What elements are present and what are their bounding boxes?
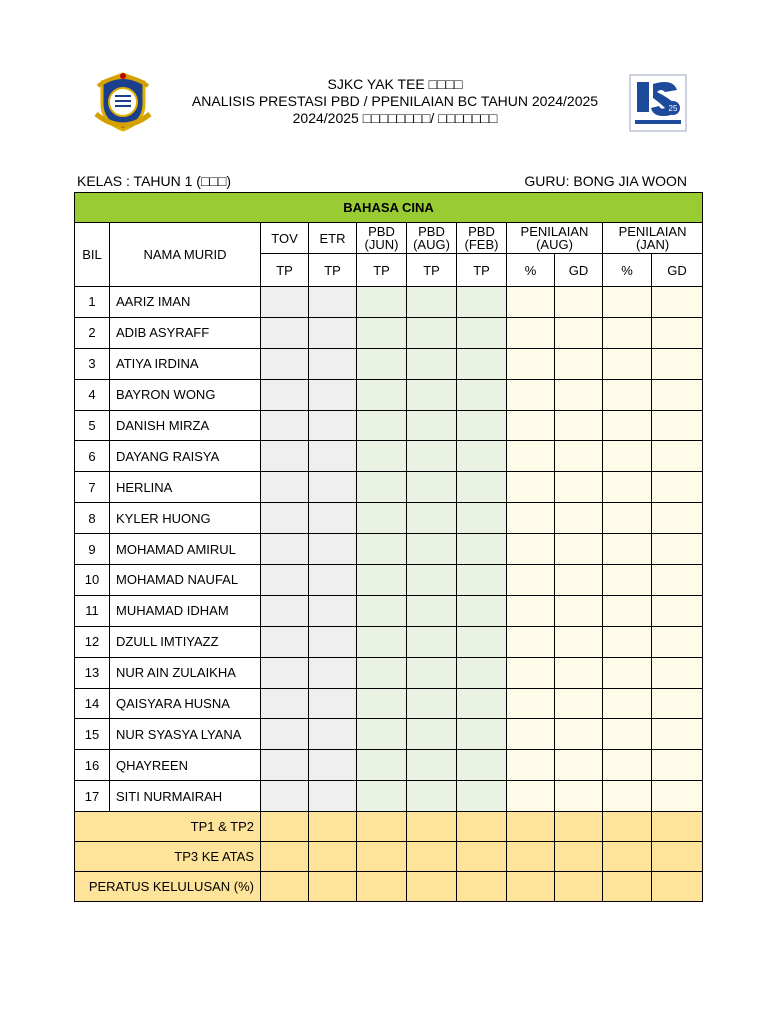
summary-cell[interactable] [555, 872, 603, 902]
student-name: QAISYARA HUSNA [110, 688, 261, 719]
summary-cell[interactable] [457, 872, 507, 902]
score-cell[interactable] [555, 534, 603, 565]
table-row [75, 534, 703, 565]
table-row [75, 317, 703, 348]
score-cell[interactable] [555, 595, 603, 626]
student-name: AARIZ IMAN [110, 287, 261, 318]
score-cell[interactable] [457, 287, 507, 318]
sub-tp: TP [457, 254, 507, 287]
score-cell[interactable] [555, 472, 603, 503]
score-cell[interactable] [555, 719, 603, 750]
class-label: KELAS : TAHUN 1 (□□□) [77, 173, 231, 189]
score-cell[interactable] [261, 688, 309, 719]
score-cell[interactable] [603, 503, 652, 534]
score-cell[interactable] [309, 317, 357, 348]
score-cell[interactable] [652, 503, 703, 534]
table-row [75, 595, 703, 626]
score-cell[interactable] [603, 534, 652, 565]
col-pbd-jun: PBD (JUN) [357, 223, 407, 254]
score-cell[interactable] [357, 348, 407, 379]
summary-row [75, 812, 703, 842]
score-cell[interactable] [407, 534, 457, 565]
score-cell[interactable] [261, 287, 309, 318]
score-cell[interactable] [555, 410, 603, 441]
summary-cell[interactable] [261, 872, 309, 902]
row-number: 10 [75, 565, 110, 596]
summary-row [75, 842, 703, 872]
score-cell[interactable] [309, 503, 357, 534]
score-cell[interactable] [407, 348, 457, 379]
score-cell[interactable] [603, 565, 652, 596]
score-cell[interactable] [309, 441, 357, 472]
report-title: ANALISIS PRESTASI PBD / PPENILAIAN BC TAHUN 2024/2025 [191, 93, 599, 109]
score-cell[interactable] [507, 472, 555, 503]
summary-cell[interactable] [309, 842, 357, 872]
score-cell[interactable] [507, 688, 555, 719]
summary-cell[interactable] [507, 842, 555, 872]
score-cell[interactable] [309, 379, 357, 410]
score-cell[interactable] [261, 317, 309, 348]
summary-cell[interactable] [261, 812, 309, 842]
summary-rows [75, 812, 703, 902]
student-name: HERLINA [110, 472, 261, 503]
row-number: 6 [75, 441, 110, 472]
score-cell[interactable] [652, 595, 703, 626]
score-cell[interactable] [309, 534, 357, 565]
score-cell[interactable] [652, 688, 703, 719]
score-cell[interactable] [457, 781, 507, 812]
student-name: QHAYREEN [110, 750, 261, 781]
score-cell[interactable] [652, 534, 703, 565]
score-cell[interactable] [603, 750, 652, 781]
table-row [75, 750, 703, 781]
score-cell[interactable] [555, 287, 603, 318]
score-cell[interactable] [507, 379, 555, 410]
table-row [75, 441, 703, 472]
score-cell[interactable] [507, 719, 555, 750]
student-rows [75, 287, 703, 812]
score-cell[interactable] [407, 595, 457, 626]
summary-cell[interactable] [407, 812, 457, 842]
score-cell[interactable] [457, 688, 507, 719]
score-cell[interactable] [457, 503, 507, 534]
summary-cell[interactable] [555, 842, 603, 872]
row-number: 7 [75, 472, 110, 503]
score-cell[interactable] [555, 781, 603, 812]
score-cell[interactable] [407, 441, 457, 472]
score-cell[interactable] [261, 719, 309, 750]
score-cell[interactable] [357, 534, 407, 565]
score-cell[interactable] [652, 348, 703, 379]
student-name: ATIYA IRDINA [110, 348, 261, 379]
score-cell[interactable] [652, 626, 703, 657]
sub-percent: % [507, 254, 555, 287]
score-cell[interactable] [261, 750, 309, 781]
row-number: 15 [75, 719, 110, 750]
score-cell[interactable] [357, 565, 407, 596]
subject-header: BAHASA CINA [75, 193, 703, 223]
score-cell[interactable] [555, 657, 603, 688]
score-cell[interactable] [261, 472, 309, 503]
row-number: 17 [75, 781, 110, 812]
score-cell[interactable] [309, 595, 357, 626]
score-cell[interactable] [457, 379, 507, 410]
col-pbd-aug: PBD (AUG) [407, 223, 457, 254]
table-row [75, 472, 703, 503]
score-cell[interactable] [357, 688, 407, 719]
summary-cell[interactable] [357, 842, 407, 872]
sub-tp: TP [357, 254, 407, 287]
score-cell[interactable] [309, 750, 357, 781]
summary-cell[interactable] [309, 812, 357, 842]
table-row [75, 719, 703, 750]
summary-cell[interactable] [652, 812, 703, 842]
col-penilaian-aug: PENILAIAN (AUG) [507, 223, 603, 254]
student-name: KYLER HUONG [110, 503, 261, 534]
col-penilaian-jan: PENILAIAN (JAN) [603, 223, 703, 254]
school-name: SJKC YAK TEE □□□□ [327, 76, 463, 92]
score-cell[interactable] [457, 317, 507, 348]
score-cell[interactable] [457, 595, 507, 626]
summary-cell[interactable] [652, 872, 703, 902]
summary-cell[interactable] [555, 812, 603, 842]
score-cell[interactable] [507, 348, 555, 379]
table-row [75, 410, 703, 441]
score-cell[interactable] [357, 410, 407, 441]
score-cell[interactable] [652, 441, 703, 472]
summary-cell[interactable] [407, 842, 457, 872]
score-cell[interactable] [652, 472, 703, 503]
student-name: DAYANG RAISYA [110, 441, 261, 472]
score-cell[interactable] [555, 503, 603, 534]
score-cell[interactable] [507, 781, 555, 812]
summary-cell[interactable] [309, 872, 357, 902]
student-name: MUHAMAD IDHAM [110, 595, 261, 626]
summary-cell[interactable] [603, 812, 652, 842]
summary-cell[interactable] [407, 872, 457, 902]
table-row [75, 379, 703, 410]
sub-percent: % [603, 254, 652, 287]
score-cell[interactable] [603, 317, 652, 348]
score-cell[interactable] [407, 317, 457, 348]
score-cell[interactable] [507, 287, 555, 318]
table-row [75, 688, 703, 719]
score-cell[interactable] [603, 379, 652, 410]
score-cell[interactable] [407, 657, 457, 688]
score-cell[interactable] [407, 565, 457, 596]
score-cell[interactable] [357, 287, 407, 318]
score-cell[interactable] [357, 595, 407, 626]
score-cell[interactable] [309, 781, 357, 812]
sub-tp: TP [261, 254, 309, 287]
score-cell[interactable] [407, 626, 457, 657]
svg-text:25: 25 [668, 104, 678, 113]
student-name: MOHAMAD NAUFAL [110, 565, 261, 596]
col-etr: ETR [309, 223, 357, 254]
score-cell[interactable] [407, 688, 457, 719]
score-cell[interactable] [407, 472, 457, 503]
row-number: 3 [75, 348, 110, 379]
score-cell[interactable] [309, 688, 357, 719]
student-name: BAYRON WONG [110, 379, 261, 410]
summary-label: PERATUS KELULUSAN (%) [75, 872, 261, 902]
score-cell[interactable] [555, 565, 603, 596]
table-row [75, 565, 703, 596]
score-cell[interactable] [261, 626, 309, 657]
table-row [75, 781, 703, 812]
score-cell[interactable] [603, 657, 652, 688]
score-cell[interactable] [507, 565, 555, 596]
sub-tp: TP [309, 254, 357, 287]
score-cell[interactable] [357, 626, 407, 657]
score-cell[interactable] [507, 595, 555, 626]
score-cell[interactable] [603, 348, 652, 379]
score-cell[interactable] [457, 410, 507, 441]
score-cell[interactable] [603, 410, 652, 441]
teacher-label: GURU: BONG JIA WOON [524, 173, 687, 189]
student-name: ADIB ASYRAFF [110, 317, 261, 348]
score-cell[interactable] [261, 503, 309, 534]
score-cell[interactable] [357, 317, 407, 348]
score-cell[interactable] [603, 781, 652, 812]
score-cell[interactable] [507, 534, 555, 565]
summary-label: TP3 KE ATAS [75, 842, 261, 872]
score-cell[interactable] [457, 719, 507, 750]
score-cell[interactable] [507, 441, 555, 472]
student-name: SITI NURMAIRAH [110, 781, 261, 812]
score-cell[interactable] [261, 534, 309, 565]
score-cell[interactable] [407, 379, 457, 410]
score-cell[interactable] [407, 287, 457, 318]
row-number: 12 [75, 626, 110, 657]
score-cell[interactable] [603, 472, 652, 503]
score-cell[interactable] [457, 348, 507, 379]
score-cell[interactable] [261, 781, 309, 812]
score-cell[interactable] [507, 750, 555, 781]
table-row [75, 657, 703, 688]
score-cell[interactable] [309, 657, 357, 688]
row-number: 2 [75, 317, 110, 348]
summary-row [75, 872, 703, 902]
score-cell[interactable] [407, 503, 457, 534]
row-number: 5 [75, 410, 110, 441]
score-cell[interactable] [407, 781, 457, 812]
score-cell[interactable] [457, 750, 507, 781]
score-cell[interactable] [357, 441, 407, 472]
score-cell[interactable] [555, 626, 603, 657]
assessment-table [74, 192, 703, 902]
col-nama: NAMA MURID [110, 223, 261, 287]
score-cell[interactable] [261, 657, 309, 688]
student-name: DANISH MIRZA [110, 410, 261, 441]
score-cell[interactable] [555, 348, 603, 379]
score-cell[interactable] [309, 719, 357, 750]
score-cell[interactable] [652, 379, 703, 410]
student-name: DZULL IMTIYAZZ [110, 626, 261, 657]
score-cell[interactable] [309, 410, 357, 441]
table-row [75, 287, 703, 318]
score-cell[interactable] [309, 348, 357, 379]
row-number: 11 [75, 595, 110, 626]
score-cell[interactable] [652, 781, 703, 812]
summary-cell[interactable] [507, 812, 555, 842]
table-row [75, 503, 703, 534]
score-cell[interactable] [603, 688, 652, 719]
score-cell[interactable] [457, 441, 507, 472]
summary-cell[interactable] [652, 842, 703, 872]
table-row [75, 348, 703, 379]
sub-tp: TP [407, 254, 457, 287]
score-cell[interactable] [407, 410, 457, 441]
score-cell[interactable] [555, 317, 603, 348]
summary-label: TP1 & TP2 [75, 812, 261, 842]
score-cell[interactable] [555, 379, 603, 410]
score-cell[interactable] [309, 287, 357, 318]
score-cell[interactable] [309, 626, 357, 657]
student-name: NUR AIN ZULAIKHA [110, 657, 261, 688]
score-cell[interactable] [457, 534, 507, 565]
row-number: 4 [75, 379, 110, 410]
score-cell[interactable] [507, 410, 555, 441]
score-cell[interactable] [357, 472, 407, 503]
summary-cell[interactable] [507, 872, 555, 902]
score-cell[interactable] [457, 657, 507, 688]
row-number: 9 [75, 534, 110, 565]
score-cell[interactable] [507, 657, 555, 688]
summary-cell[interactable] [457, 812, 507, 842]
report-subtitle: 2024/2025 □□□□□□□□/ □□□□□□□ [292, 110, 498, 126]
score-cell[interactable] [507, 503, 555, 534]
score-cell[interactable] [261, 348, 309, 379]
score-cell[interactable] [555, 441, 603, 472]
score-cell[interactable] [652, 750, 703, 781]
score-cell[interactable] [555, 750, 603, 781]
score-cell[interactable] [357, 750, 407, 781]
score-cell[interactable] [261, 565, 309, 596]
score-cell[interactable] [652, 719, 703, 750]
row-number: 16 [75, 750, 110, 781]
score-cell[interactable] [652, 565, 703, 596]
score-cell[interactable] [507, 626, 555, 657]
score-cell[interactable] [652, 317, 703, 348]
score-cell[interactable] [261, 595, 309, 626]
summary-cell[interactable] [603, 872, 652, 902]
score-cell[interactable] [652, 410, 703, 441]
score-cell[interactable] [555, 688, 603, 719]
score-cell[interactable] [457, 626, 507, 657]
score-cell[interactable] [603, 626, 652, 657]
ks25-logo-icon [629, 74, 687, 132]
score-cell[interactable] [652, 657, 703, 688]
score-cell[interactable] [357, 503, 407, 534]
summary-cell[interactable] [603, 842, 652, 872]
score-cell[interactable] [603, 595, 652, 626]
col-tov: TOV [261, 223, 309, 254]
score-cell[interactable] [357, 379, 407, 410]
score-cell[interactable] [457, 565, 507, 596]
row-number: 8 [75, 503, 110, 534]
col-pbd-feb: PBD (FEB) [457, 223, 507, 254]
score-cell[interactable] [507, 317, 555, 348]
score-cell[interactable] [309, 565, 357, 596]
summary-cell[interactable] [357, 812, 407, 842]
summary-cell[interactable] [357, 872, 407, 902]
score-cell[interactable] [407, 719, 457, 750]
score-cell[interactable] [603, 441, 652, 472]
col-bil: BIL [75, 223, 110, 287]
school-crest-icon [92, 70, 154, 134]
sub-gd: GD [555, 254, 603, 287]
score-cell[interactable] [357, 657, 407, 688]
score-cell[interactable] [652, 287, 703, 318]
score-cell[interactable] [261, 410, 309, 441]
score-cell[interactable] [261, 441, 309, 472]
sub-gd: GD [652, 254, 703, 287]
row-number: 14 [75, 688, 110, 719]
student-name: MOHAMAD AMIRUL [110, 534, 261, 565]
row-number: 13 [75, 657, 110, 688]
score-cell[interactable] [407, 750, 457, 781]
summary-cell[interactable] [457, 842, 507, 872]
score-cell[interactable] [603, 719, 652, 750]
table-row [75, 626, 703, 657]
row-number: 1 [75, 287, 110, 318]
score-cell[interactable] [357, 719, 407, 750]
student-name: NUR SYASYA LYANA [110, 719, 261, 750]
score-cell[interactable] [357, 781, 407, 812]
score-cell[interactable] [603, 287, 652, 318]
document-header [160, 76, 630, 127]
score-cell[interactable] [457, 472, 507, 503]
score-cell[interactable] [309, 472, 357, 503]
summary-cell[interactable] [261, 842, 309, 872]
score-cell[interactable] [261, 379, 309, 410]
